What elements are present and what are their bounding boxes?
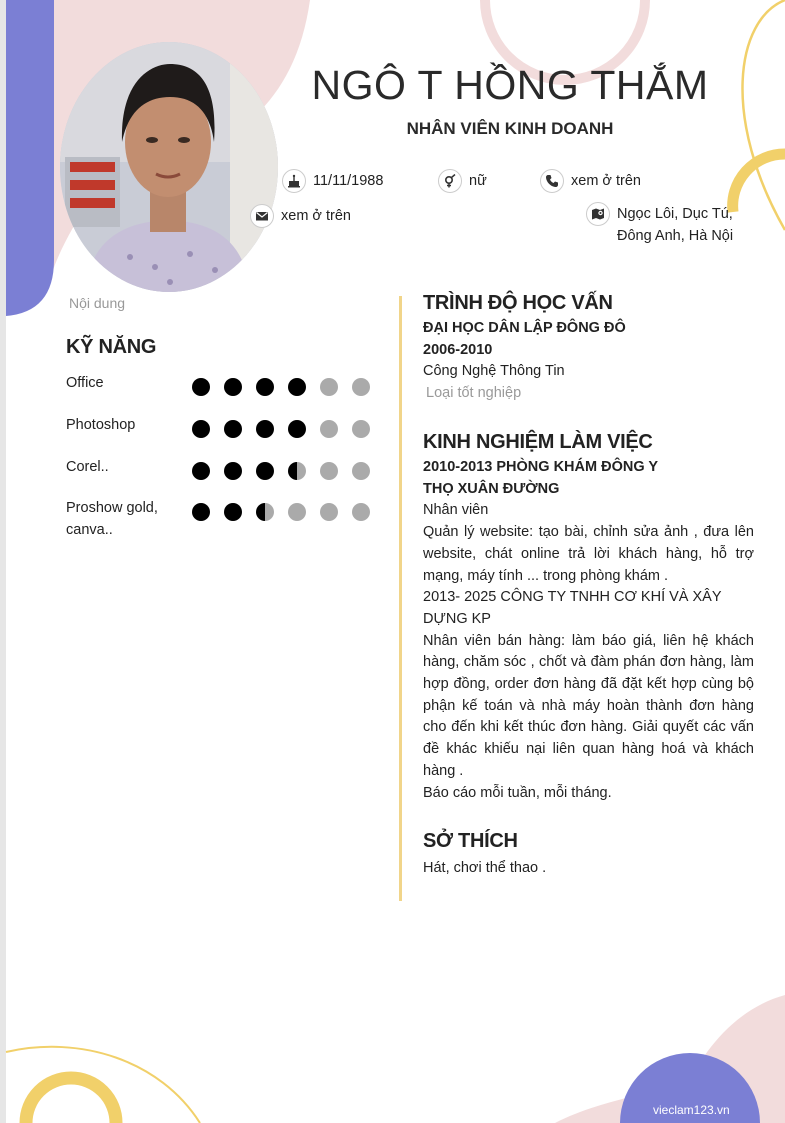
skill-dot [320, 462, 338, 480]
email-info [250, 205, 351, 228]
skill-dot [224, 378, 242, 396]
job1-heading-line-1: 2010-2013 PHÒNG KHÁM ĐÔNG Y [423, 459, 659, 475]
skill-dot [256, 462, 274, 480]
yellow-ring-right [733, 154, 785, 212]
skill-dot [288, 503, 306, 521]
skill-dot [192, 378, 210, 396]
skills-title: KỸ NĂNG [66, 336, 157, 358]
hobbies-text: Hát, chơi thể thao . [423, 860, 547, 876]
education-grade: Loại tốt nghiệp [426, 385, 522, 402]
skill-label: Photoshop [66, 417, 136, 433]
job2-description: Nhân viên bán hàng: làm báo giá, liên hệ khách hàng, chăm sóc , chốt và đàm phán đơn hàng, làm hợp đồng, order đơn hàng đã đặt kết hợp cùng bộ phận kế toán và nhà máy hoàn thành đơn hàng cho đến khi kết thúc đơn hàng. Giải quyết các vấn đề khác khiếu nại liên quan hàng hoá và khách hàng . [423, 632, 754, 779]
education-school: ĐẠI HỌC DÂN LẬP ĐÔNG ĐÔ [423, 320, 626, 336]
skill-dot [288, 378, 306, 396]
skill-dot [288, 462, 306, 480]
skill-dot [256, 503, 274, 521]
job2-report: Báo cáo mỗi tuần, mỗi tháng. [423, 784, 612, 801]
skill-dot [192, 420, 210, 438]
skill-label: Office [66, 375, 104, 391]
candidate-name: NGÔ T HỒNG THẮM [311, 62, 709, 108]
skill-dot [192, 462, 210, 480]
skill-dot [192, 503, 210, 521]
footer-site: vieclam123.vn [653, 1103, 730, 1117]
skill-dot [320, 503, 338, 521]
education-block [423, 318, 754, 405]
education-title: TRÌNH ĐỘ HỌC VẤN [423, 292, 613, 314]
profile-photo [60, 42, 278, 292]
column-divider [399, 296, 402, 901]
skill-dot [352, 420, 370, 438]
address-line-2: Đông Anh, Hà Nội [617, 228, 734, 244]
portrait-illustration [60, 42, 278, 292]
phone-info [540, 170, 641, 193]
birthday-info [282, 170, 383, 193]
skill-label-line-1: Proshow gold, [66, 500, 158, 516]
skill-label [66, 497, 186, 541]
skill-rating [192, 503, 384, 521]
job1-heading-line-2: THỌ XUÂN ĐƯỜNG [423, 480, 560, 497]
phone-icon [540, 169, 564, 193]
phone-value: xem ở trên [571, 173, 641, 189]
skill-rating [192, 378, 384, 396]
address-info [586, 203, 733, 247]
job-title: NHÂN VIÊN KINH DOANH [406, 119, 614, 138]
skill-dot [256, 378, 274, 396]
yellow-arc-top-right [742, 0, 785, 230]
birthday-value: 11/11/1988 [313, 173, 384, 189]
skill-dot [352, 503, 370, 521]
experience-block [423, 457, 754, 804]
gender-info [438, 170, 487, 193]
education-years: 2006-2010 [423, 341, 493, 358]
hobbies-title: SỞ THÍCH [423, 830, 518, 852]
skill-dot [224, 503, 242, 521]
skill-dot [352, 462, 370, 480]
address-value [617, 203, 733, 247]
skill-rating [192, 462, 384, 480]
mail-icon [250, 204, 274, 228]
education-major: Công Nghệ Thông Tin [423, 363, 565, 380]
birthday-cake-icon [282, 169, 306, 193]
skill-dot [352, 378, 370, 396]
map-icon [586, 202, 610, 226]
email-value: xem ở trên [281, 208, 351, 224]
skill-dot [256, 420, 274, 438]
job2-heading: 2013- 2025 CÔNG TY TNHH CƠ KHÍ VÀ XÂY DỰNG KP [423, 589, 722, 627]
gender-value: nữ [469, 173, 487, 189]
job1-description: Quản lý website: tạo bài, chỉnh sửa ảnh , đưa lên website, chát online trả lời khách hàng, hỗ trợ mạng, máy tính ... trong phòng khám . [423, 524, 754, 584]
skill-dot [320, 420, 338, 438]
skill-dot [224, 462, 242, 480]
job1-position: Nhân viên [423, 502, 489, 519]
skill-label-line-2: canva.. [66, 522, 113, 538]
yellow-ring-bottom-left [26, 1078, 116, 1123]
content-label: Nội dung [69, 295, 126, 311]
purple-side-bar [6, 0, 54, 316]
skill-dot [224, 420, 242, 438]
skill-label: Corel.. [66, 459, 109, 475]
skill-dot [320, 378, 338, 396]
skill-dot [288, 420, 306, 438]
experience-title: KINH NGHIỆM LÀM VIỆC [423, 431, 653, 453]
gender-icon [438, 169, 462, 193]
skill-rating [192, 420, 384, 438]
address-line-1: Ngọc Lôi, Dục Tú, [617, 206, 733, 222]
